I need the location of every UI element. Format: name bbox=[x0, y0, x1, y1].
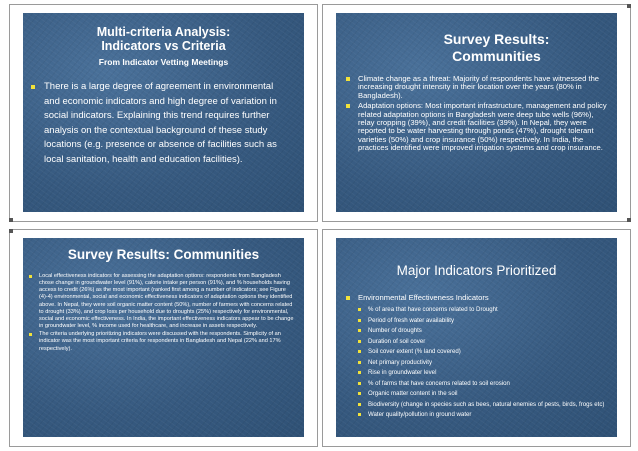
bullet-square-icon bbox=[358, 319, 361, 322]
slide-2-title-line-1: Survey Results: bbox=[443, 31, 550, 47]
bullet-square-icon bbox=[31, 85, 35, 89]
slide-1-title bbox=[23, 25, 304, 53]
list-item bbox=[358, 327, 610, 335]
slide-3 bbox=[23, 238, 304, 437]
slide-4-sub-bullet-list bbox=[358, 306, 610, 419]
list-item bbox=[358, 411, 610, 419]
list-item bbox=[358, 401, 610, 409]
list-item bbox=[346, 293, 610, 303]
corner-mark bbox=[627, 4, 631, 8]
bullet-square-icon bbox=[358, 350, 361, 353]
list-item bbox=[31, 80, 289, 167]
sub-bullet-text: Water quality/pollution in ground water bbox=[368, 411, 472, 418]
sub-bullet-text: Rise in groundwater level bbox=[368, 369, 437, 376]
sub-bullet-text: Organic matter content in the soil bbox=[368, 390, 458, 397]
bullet-square-icon bbox=[358, 361, 361, 364]
list-item bbox=[358, 380, 610, 388]
slide-1-bullet-list bbox=[31, 80, 289, 167]
bullet-square-icon bbox=[346, 104, 350, 108]
sub-bullet-text: Biodiversity (change in species such as bees, natural enemies of pests, birds, frogs etc) bbox=[368, 400, 605, 408]
slide-4 bbox=[336, 238, 617, 437]
bullet-square-icon bbox=[358, 308, 361, 311]
bullet-square-icon bbox=[29, 333, 32, 336]
list-item bbox=[29, 273, 297, 330]
sub-bullet-text: Period of fresh water availability bbox=[368, 316, 455, 324]
bullet-square-icon bbox=[358, 371, 361, 374]
slide-4-bullet-list bbox=[346, 293, 610, 303]
list-item bbox=[346, 75, 608, 100]
slide-2-bullet-2-text: Adaptation options: Most important infrastructure, management and policy related adaptation options in Bangladesh were deep tube wells (96%), relay cropping (39%), and credit facilities (39%). In Nepal, they were reported to be water harvesting through ponds (47%), drought tolerant varieties (50%) and crop insurance (50%) respectively. In India, the practices identified were improved irrigation systems and crop insurance. bbox=[358, 101, 607, 153]
slide-2-bullet-list bbox=[346, 75, 608, 153]
slide-1-title-line-2: Indicators vs Criteria bbox=[101, 39, 226, 53]
slide-3-bullet-2-text: The criteria underlying prioritizing indicators were discussed with the respondents. Simplicity of an indicator was the most important criteria for respondents in Bangladesh and Nepal (22% and 17% respectively). bbox=[39, 331, 281, 352]
bullet-square-icon bbox=[358, 392, 361, 395]
list-item bbox=[358, 390, 610, 398]
slide-1-title-line-1: Multi-criteria Analysis: bbox=[96, 25, 231, 39]
list-item bbox=[358, 369, 610, 377]
slide-3-bullet-list bbox=[29, 273, 297, 353]
slide-3-title: Survey Results: Communities bbox=[67, 247, 260, 262]
slide-1 bbox=[23, 13, 304, 212]
bullet-square-icon bbox=[358, 340, 361, 343]
sub-bullet-text: Duration of soil cover bbox=[368, 337, 426, 345]
sub-bullet-text: % of area that have concerns related to Drought bbox=[368, 306, 498, 313]
bullet-square-icon bbox=[358, 413, 361, 416]
corner-mark bbox=[9, 229, 13, 233]
slide-frame-2 bbox=[322, 4, 631, 222]
corner-mark bbox=[9, 218, 13, 222]
list-item bbox=[346, 102, 608, 152]
slide-frame-1 bbox=[9, 4, 318, 222]
bullet-square-icon bbox=[29, 275, 32, 278]
slide-4-main-bullet-text: Environmental Effectiveness Indicators bbox=[358, 293, 489, 302]
bullet-square-icon bbox=[358, 329, 361, 332]
list-item bbox=[358, 348, 610, 356]
bullet-square-icon bbox=[358, 382, 361, 385]
list-item bbox=[29, 331, 297, 352]
slide-3-bullet-1-text: Local effectiveness indicators for assessing the adaptation options: respondents from Bangladesh chose change in groundwater level (91%), calorie intake per person (91%), and % households having access to credit (26%) as the most important (ranked first among a number of indicators; see Figure (4)-4) environmental, social and economic effectiveness indicators of adaptation options they identified above. In Nepal, they were soil organic matter content (50%), number of farmers with concerns related to drought (33%), and crop loss per household due to droughts (25%) respectively for environmental, social and economic effectiveness. In India, the important effectiveness indicators appear to be change in groundwater level, % income used for healthcare, and increase in assets respectively. bbox=[39, 273, 294, 330]
list-item bbox=[358, 317, 610, 325]
bullet-square-icon bbox=[346, 296, 350, 300]
sub-bullet-text: % of farms that have concerns related to soil erosion bbox=[368, 379, 510, 387]
slide-2-title-line-2: Communities bbox=[452, 48, 541, 64]
slide-2 bbox=[336, 13, 617, 212]
slide-2-title bbox=[376, 31, 617, 65]
slide-1-bullet-text: There is a large degree of agreement in environmental and economic indicators and high degree of variation in social indicators. Explaining this trend requires further analysis on the contextual background of these study locations (e.g. presence or absence of facilities such as local sanitation, health and education facilities). bbox=[44, 81, 277, 165]
list-item bbox=[358, 359, 610, 367]
list-item bbox=[358, 338, 610, 346]
bullet-square-icon bbox=[358, 403, 361, 406]
slide-frame-3 bbox=[9, 229, 318, 447]
sub-bullet-text: Soil cover extent (% land covered) bbox=[368, 348, 461, 355]
list-item bbox=[358, 306, 610, 314]
slide-frame-4 bbox=[322, 229, 631, 447]
bullet-square-icon bbox=[346, 77, 350, 81]
corner-mark bbox=[627, 218, 631, 222]
sub-bullet-text: Number of droughts bbox=[368, 327, 422, 334]
slide-2-bullet-1-text: Climate change as a threat: Majority of respondents have witnessed the increasing drought intensity in their location over the years (80% in Bangladesh). bbox=[358, 74, 600, 100]
sub-bullet-text: Net primary productivity bbox=[368, 358, 433, 366]
slide-4-title: Major Indicators Prioritized bbox=[396, 263, 557, 278]
slide-1-subtitle: From Indicator Vetting Meetings bbox=[98, 57, 229, 67]
